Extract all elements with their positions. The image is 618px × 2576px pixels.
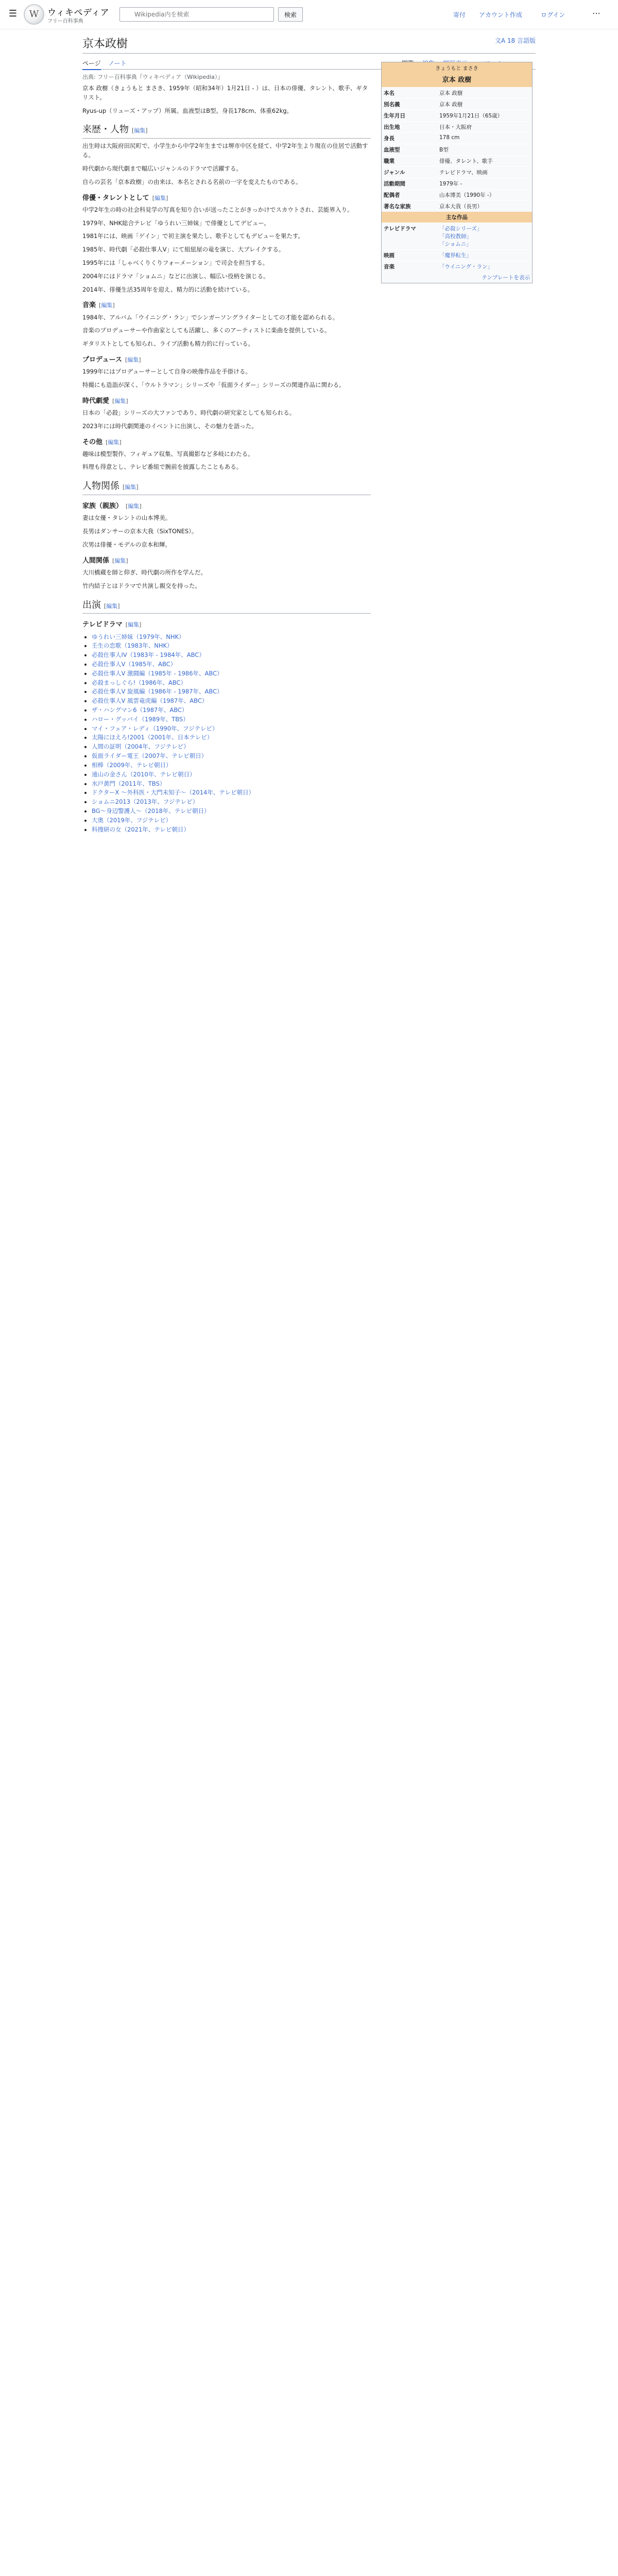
paragraph: 音楽のプロデューサーや作曲家としても活躍し、多くのアーティストに楽曲を提供している。 [82, 327, 331, 334]
paragraph: 中学2年生の時の社会科見学の写真を知り合いが送ったことがきっかけでスカウトされ、芸能界入り。 [82, 206, 353, 213]
infobox-value [437, 261, 532, 272]
infobox-row [382, 110, 532, 121]
subsection-heading [82, 620, 371, 630]
site-header [0, 0, 618, 29]
section-heading [82, 598, 371, 614]
infobox-row [382, 166, 532, 178]
infobox-value: 京本 政樹 [439, 90, 463, 96]
edit-link[interactable]: [編集] [125, 356, 141, 363]
appearance-link[interactable]: 大奥（2019年、フジテレビ） [92, 816, 172, 824]
subsection-heading-text: 音楽 [82, 301, 96, 310]
infobox-row [382, 144, 532, 155]
infobox-value: 1959年1月21日（65歳） [439, 113, 503, 119]
paragraph: 1984年、アルバム「ウイニング・ラン」でシンガーソングライターとしての才能を認められる。 [82, 313, 339, 321]
list-item [92, 816, 371, 825]
list-item [92, 651, 371, 660]
appearance-link[interactable]: 必殺まっしぐら!（1986年、ABC） [92, 679, 186, 686]
list-item [92, 697, 371, 706]
infobox-kana: きょうもと まさき [382, 62, 532, 73]
hamburger-menu-icon[interactable]: ☰ [8, 8, 18, 19]
edit-link-label[interactable]: 編集 [125, 484, 136, 491]
infobox-key: 著名な家族 [384, 204, 411, 210]
infobox-key: 血液型 [384, 147, 400, 153]
infobox-works-row [382, 249, 532, 261]
paragraph: 妻は女優・タレントの山本博美。 [82, 514, 171, 522]
infobox-work-link[interactable]: 「高校教師」 [439, 233, 472, 240]
appearance-link[interactable]: 水戸黄門（2011年、TBS） [92, 779, 166, 787]
edit-link[interactable]: [編集] [126, 503, 142, 510]
template-link[interactable]: テンプレートを表示 [482, 275, 530, 281]
edit-link-label[interactable]: 編集 [127, 356, 139, 363]
list-item [92, 825, 371, 835]
subsection-heading [82, 300, 371, 311]
infobox-works-row [382, 223, 532, 249]
paragraph: 趣味は模型製作、フィギュア収集、写真撮影など多岐にわたる。 [82, 450, 254, 457]
subsection-heading [82, 501, 371, 512]
tab-talk[interactable]: ノート [108, 60, 127, 67]
edit-link-label[interactable]: 編集 [154, 194, 166, 201]
list-item [92, 724, 371, 734]
infobox-key: 別名義 [384, 101, 400, 108]
subsection-heading-text: 家族（親族） [82, 502, 123, 511]
intro-para: 京本 政樹（きょうもと まさき、1959年（昭和34年）1月21日 - ）は、日本の俳優、タレント、歌手、ギタリスト。 [82, 84, 368, 101]
appearance-link[interactable]: 科捜研の女（2021年、テレビ朝日） [92, 825, 190, 833]
paragraph: 次男は俳優・モデルの京本和輝。 [82, 540, 171, 548]
infobox-value: 京本大我（長男） [439, 204, 483, 210]
appearance-link[interactable]: 必殺仕事人V（1985年、ABC） [92, 660, 177, 668]
infobox-key: 職業 [384, 158, 394, 164]
edit-link-label[interactable]: 編集 [128, 503, 140, 510]
infobox-value: B型 [439, 147, 449, 153]
list-item [92, 761, 371, 770]
edit-link-label[interactable]: 編集 [114, 397, 126, 404]
list-item [92, 660, 371, 669]
wikipedia-logo[interactable]: W [24, 4, 44, 25]
edit-link[interactable]: [編集] [152, 194, 168, 201]
appearance-link[interactable]: 必殺仕事人IV（1983年 - 1984年、ABC） [92, 651, 205, 659]
appearance-link[interactable]: 相棒（2009年、テレビ朝日） [92, 761, 172, 769]
list-item [92, 669, 371, 679]
subsection-heading [82, 396, 371, 406]
tab-page[interactable]: ページ [82, 59, 101, 70]
infobox-row [382, 200, 532, 212]
paragraph: 1985年、時代劇「必殺仕事人V」にて組紐屋の竜を演じ、大ブレイクする。 [82, 246, 285, 253]
infobox-value: 京本 政樹 [439, 101, 463, 108]
sections-container [82, 123, 371, 590]
wordmark[interactable]: ウィキペディア [47, 8, 110, 18]
appearance-link[interactable]: ショムニ2013（2013年、フジテレビ） [92, 798, 199, 806]
subsection-heading-text: 俳優・タレントとして [82, 194, 149, 202]
infobox-key: 生年月日 [384, 113, 405, 119]
infobox-value: 1979年 - [439, 181, 462, 187]
list-item [92, 733, 371, 742]
appearances-section [82, 598, 371, 835]
infobox-value: テレビドラマ、映画 [439, 170, 488, 176]
edit-link[interactable]: [編集] [106, 438, 122, 446]
list-item [92, 679, 371, 688]
section-heading [82, 479, 371, 495]
subsection-heading [82, 355, 371, 365]
list-item [92, 633, 371, 642]
paragraph: 日本の「必殺」シリーズの大ファンであり、時代劇の研究家としても知られる。 [82, 409, 296, 416]
paragraph: 自らの芸名「京本政樹」の由来は、本名とされる名前の一字を変えたものである。 [82, 178, 302, 185]
article-body [82, 84, 371, 834]
subsection-heading-text: 人間関係 [82, 556, 110, 565]
infobox-value: 178 cm [439, 134, 460, 141]
infobox-value: 俳優、タレント、歌手 [439, 158, 493, 164]
appearance-list [82, 633, 371, 835]
subsection-heading [82, 437, 371, 448]
appearance-link[interactable]: 必殺仕事人V 激闘編（1985年 - 1986年、ABC） [92, 669, 223, 677]
edit-link[interactable]: [編集] [125, 621, 142, 629]
infobox-key: 音楽 [384, 264, 394, 270]
appearance-link[interactable]: ザ・ハングマン6（1987年、ABC） [92, 706, 188, 714]
create-account-link[interactable]: アカウント作成 [479, 11, 522, 19]
section-heading [82, 123, 371, 139]
language-button-label: 18 言語版 [507, 37, 536, 44]
login-link[interactable]: ログイン [541, 11, 565, 19]
subsection-heading-text: プロデュース [82, 355, 122, 364]
more-options-icon[interactable]: ⋯ [592, 8, 600, 18]
infobox-rows [382, 87, 532, 212]
section-heading-text: 出演 [82, 599, 101, 611]
infobox-row [382, 155, 532, 166]
paragraph: 1995年には「しゃべくりくりフォーメーション」で司会を担当する。 [82, 259, 269, 266]
page-title-text: 京本政樹 [82, 38, 128, 50]
paragraph: 特撮にも造詣が深く、「ウルトラマン」シリーズや「仮面ライダー」シリーズの関連作品に関わる。 [82, 381, 345, 388]
infobox-key: 配偶者 [384, 192, 400, 198]
subsection-heading-text: その他 [82, 438, 103, 446]
edit-link-label[interactable]: 編集 [108, 438, 119, 446]
infobox-key: ジャンル [384, 170, 405, 176]
list-item [92, 798, 371, 807]
donate-link[interactable]: 寄付 [453, 11, 466, 19]
list-item [92, 807, 371, 816]
edit-link[interactable]: [編集] [132, 127, 148, 134]
infobox-key: 映画 [384, 252, 394, 259]
subsection-heading [82, 193, 371, 204]
infobox-row [382, 132, 532, 144]
infobox-key: 身長 [384, 135, 394, 142]
paragraph: 料理も得意とし、テレビ番組で腕前を披露したこともある。 [82, 463, 243, 471]
paragraph: ギタリストとしても知られ、ライブ活動も精力的に行っている。 [82, 340, 254, 348]
list-item [92, 788, 371, 798]
paragraph: 1999年にはプロデューサーとして自身の映像作品を手掛ける。 [82, 368, 251, 376]
paragraph: 2023年には時代劇関連のイベントに出演し、その魅力を語った。 [82, 422, 258, 430]
subsection-heading-text: テレビドラマ [82, 621, 123, 629]
infobox [381, 62, 533, 283]
infobox-section-title: 主な作品 [382, 212, 532, 223]
language-icon: 文A [494, 37, 507, 44]
language-button[interactable] [495, 36, 536, 45]
list-item [92, 641, 371, 651]
infobox-row [382, 98, 532, 110]
list-item [92, 687, 371, 697]
list-item [92, 715, 371, 724]
infobox-key: テレビドラマ [384, 226, 416, 232]
tagline: フリー百科事典 [47, 19, 83, 24]
subsection-heading [82, 556, 371, 566]
list-item [92, 752, 371, 761]
edit-link-label[interactable]: 編集 [128, 621, 140, 629]
paragraph: 時代劇から現代劇まで幅広いジャンルのドラマで活躍する。 [82, 164, 242, 172]
edit-link[interactable]: [編集] [112, 397, 128, 404]
edit-link[interactable]: [編集] [112, 557, 128, 564]
paragraph: 大川橋蔵を師と仰ぎ、時代劇の所作を学んだ。 [82, 568, 207, 576]
infobox-work-link[interactable]: 「魔界転生」 [439, 252, 472, 259]
edit-link[interactable]: [編集] [99, 302, 115, 309]
list-item [92, 770, 371, 779]
appearance-link[interactable]: 必殺仕事人V 風雲竜虎編（1987年、ABC） [92, 697, 208, 705]
appearance-link[interactable]: ドクターX 〜外科医・大門未知子〜（2014年、テレビ朝日） [92, 789, 255, 796]
infobox-row [382, 178, 532, 189]
search-button[interactable]: 検索 [278, 7, 303, 22]
infobox-work-link[interactable]: 「ショムニ」 [439, 241, 472, 247]
appearance-link[interactable]: 太陽にほえろ!2001（2001年、日本テレビ） [92, 734, 213, 741]
infobox-value: 日本・大阪府 [439, 124, 472, 130]
paragraph: 2004年にはドラマ「ショムニ」などに出演し、幅広い役柄を演じる。 [82, 272, 269, 280]
appearance-link[interactable]: 遠山の金さん（2010年、テレビ朝日） [92, 770, 196, 778]
appearance-link[interactable]: ゆうれい三姉妹（1979年、NHK） [92, 633, 185, 640]
infobox-works [382, 223, 532, 272]
intro-para: Ryus-up（リューズ・アップ）所属。血液型はB型。身長178cm、体重62kg。 [82, 107, 293, 114]
infobox-work-link[interactable]: 「必殺シリーズ」 [439, 226, 483, 232]
edit-link-label[interactable]: 編集 [134, 127, 146, 134]
section-heading-text: 人物関係 [82, 481, 119, 492]
edit-link-label[interactable]: 編集 [114, 557, 126, 564]
appearance-link[interactable]: 人間の証明（2004年、フジテレビ） [92, 743, 190, 751]
appearance-link[interactable]: BG〜身辺警護人〜（2018年、テレビ朝日） [92, 807, 210, 815]
infobox-name: 京本 政樹 [382, 73, 532, 87]
appearance-link[interactable]: 仮面ライダー電王（2007年、テレビ朝日） [92, 752, 208, 760]
page-title [82, 35, 536, 54]
paragraph: 竹内結子とはドラマで共演し親交を持った。 [82, 582, 201, 589]
infobox-value: 山本博美（1990年 -） [439, 192, 495, 198]
paragraph: 2014年、俳優生活35周年を迎え、精力的に活動を続けている。 [82, 285, 254, 293]
infobox-row [382, 121, 532, 132]
edit-link-label[interactable]: 編集 [101, 302, 113, 309]
page-source-note: 出典: フリー百科事典『ウィキペディア（Wikipedia）』 [82, 74, 224, 80]
paragraph: 長男はダンサーの京本大我（SixTONES）。 [82, 528, 198, 535]
infobox-value [437, 223, 532, 249]
edit-link[interactable]: [編集] [123, 484, 139, 491]
paragraph: 出生時は大阪府田尻町で、小学生から中学2年生までは堺市中区を経て、中学2年生より現在の住居で活動する。 [82, 142, 368, 159]
edit-link[interactable]: [編集] [104, 602, 120, 609]
infobox-work-link[interactable]: 「ウイニング・ラン」 [439, 264, 493, 270]
subsection-heading-text: 時代劇愛 [82, 397, 110, 405]
infobox-row [382, 87, 532, 98]
appearance-link[interactable]: マイ・フェア・レディ（1990年、フジテレビ） [92, 724, 218, 732]
section-heading-text: 来歴・人物 [82, 124, 129, 135]
edit-link-label[interactable]: 編集 [106, 602, 118, 609]
paragraph: 1979年、NHK総合テレビ「ゆうれい三姉妹」で俳優としてデビュー。 [82, 219, 270, 227]
infobox-value [437, 250, 532, 261]
infobox-works-row [382, 261, 532, 272]
search-input[interactable] [119, 7, 274, 22]
infobox-key: 活動期間 [384, 181, 405, 187]
paragraph: 1981年には、映画「ゲイン」で初主演を果たし、歌手としてもデビューを果たす。 [82, 232, 304, 240]
infobox-row [382, 189, 532, 200]
list-item [92, 706, 371, 715]
list-item [92, 742, 371, 752]
list-item [92, 779, 371, 789]
appearance-link[interactable]: 壬生の恋歌（1983年、NHK） [92, 642, 173, 650]
appearance-link[interactable]: ハロー・グッバイ（1989年、TBS） [92, 715, 189, 723]
infobox-key: 出生地 [384, 124, 400, 130]
appearance-link[interactable]: 必殺仕事人V 旋風編（1986年 - 1987年、ABC） [92, 688, 223, 696]
infobox-key: 本名 [384, 90, 394, 96]
